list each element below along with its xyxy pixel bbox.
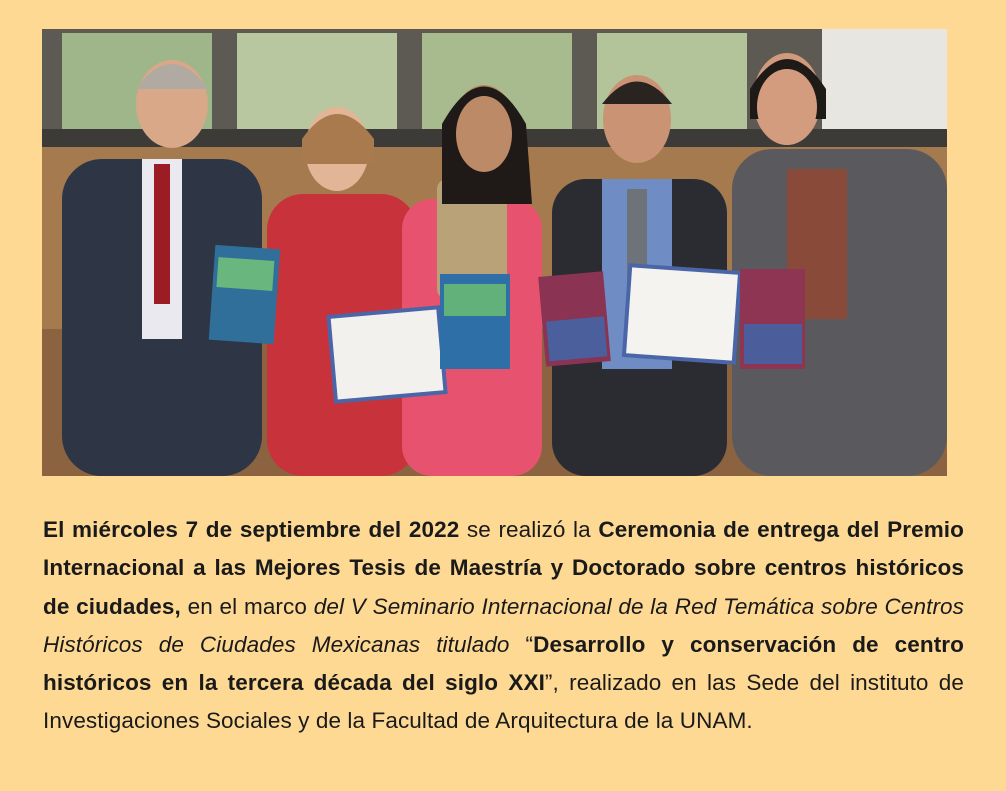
caption-text-1: se realizó la: [459, 517, 599, 542]
caption-text-3: , realizado en las Sede del instituto de Investigaciones Sociales y de la Facultad de Arquitectura de la UNAM.: [43, 670, 964, 734]
caption-event: Ceremonia de entrega del Premio Internacional a las Mejores Tesis de Maestría y Doctorado sobre centros históricos de ciudades,: [43, 517, 965, 619]
diploma-center-left: [329, 307, 446, 401]
caption-title: Desarrollo y conservación de centro históricos en la tercera década del siglo XXI: [43, 631, 964, 696]
event-photo: [42, 29, 947, 476]
diploma-right: [624, 265, 740, 362]
caption-paragraph: [43, 511, 964, 741]
caption-open-quote: “: [509, 631, 534, 657]
book-right-a: [538, 271, 611, 366]
caption-date: El miércoles 7 de septiembre del 2022: [43, 517, 460, 542]
photo-illustration: [42, 29, 947, 476]
book-center: [440, 274, 510, 369]
book-left: [209, 245, 280, 344]
caption-seminar: del V Seminario Internacional de la Red Temática sobre Centros Históricos de Ciudades Mexicanas titulado: [43, 593, 965, 657]
caption-text-2: en el marco: [180, 593, 314, 619]
caption-close-quote: ”: [544, 670, 553, 696]
book-right-b: [740, 269, 805, 369]
